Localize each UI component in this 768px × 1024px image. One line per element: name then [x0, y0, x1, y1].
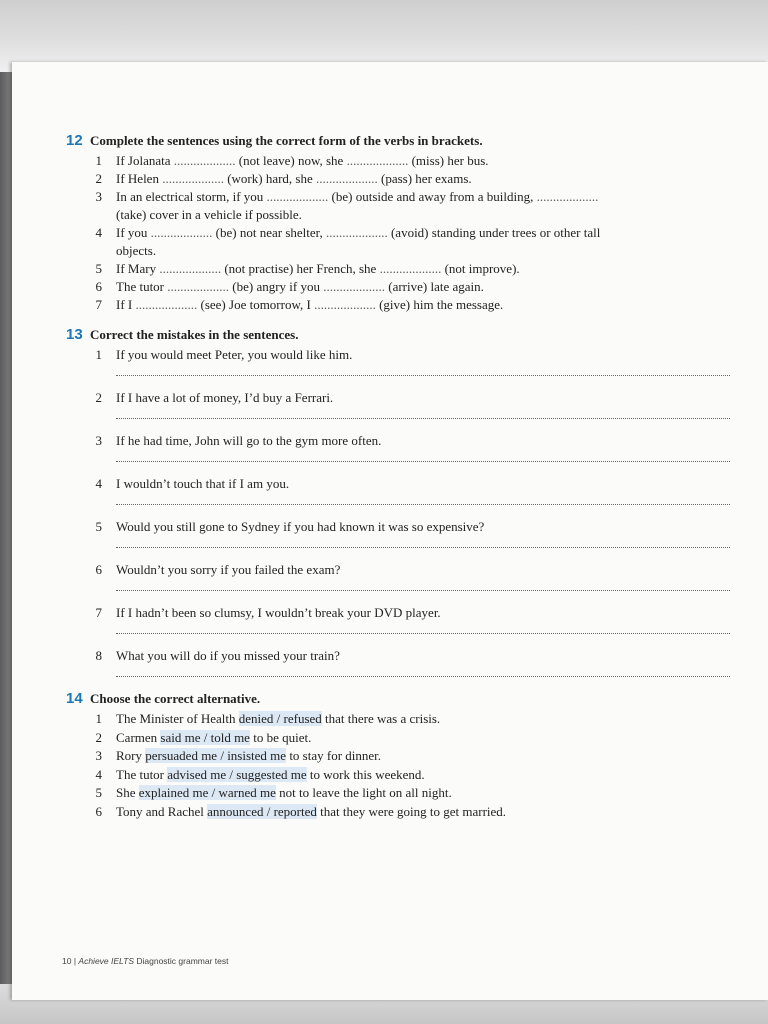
sentence-part: (not improve).: [441, 261, 520, 276]
answer-blank[interactable]: ...................: [167, 279, 230, 294]
answer-line[interactable]: [116, 416, 730, 419]
incorrect-sentence: I wouldn’t touch that if I am you.: [116, 476, 290, 491]
correction-item: [66, 346, 726, 376]
exercise-13-list: [66, 346, 726, 677]
sentence-part: not to leave the light on all night.: [275, 785, 452, 800]
sentence-part: (be) outside and away from a building,: [328, 189, 537, 204]
exercise-14-header: [66, 690, 726, 707]
sentence-part: If Jolanata: [116, 153, 174, 168]
sentence-line: [66, 152, 726, 170]
correction-item: [66, 389, 726, 419]
sentence-part: (work) hard, she: [223, 171, 317, 186]
sentence-text: [116, 278, 726, 296]
correction-item: [66, 604, 726, 634]
sentence-text: [116, 152, 726, 170]
sentence-line: [66, 296, 726, 314]
item-number: 1: [95, 347, 102, 362]
sentence-part: Carmen: [116, 729, 161, 745]
exercise-13: [66, 326, 726, 677]
item-number: 3: [95, 189, 102, 204]
sentence-text: [116, 710, 726, 729]
item-number: 5: [95, 261, 102, 276]
item-number: 2: [95, 390, 102, 405]
answer-blank[interactable]: ...................: [135, 297, 198, 312]
item-number: 6: [95, 279, 102, 294]
sentence-part: The tutor: [116, 279, 168, 294]
sentence-part: If I: [116, 297, 136, 312]
sentence-line: [66, 747, 726, 766]
correction-item: [66, 647, 726, 677]
sentence-text: [116, 224, 726, 242]
sentence-line: [66, 475, 726, 493]
answer-blank[interactable]: ...................: [314, 297, 376, 312]
book-title: Achieve IELTS: [78, 956, 134, 966]
item-number: 3: [95, 433, 102, 448]
sentence-part: (not practise) her French, she: [221, 261, 380, 276]
answer-blank[interactable]: ...................: [325, 225, 388, 240]
item-number: 7: [95, 297, 102, 312]
sentence-part: that they were going to get married.: [316, 803, 507, 819]
exercise-instruction: Choose the correct alternative.: [90, 691, 261, 706]
page-number: 10: [62, 956, 72, 966]
sentence-part: In an electrical storm, if you: [116, 189, 267, 204]
sentence-part: If Mary: [116, 261, 160, 276]
sentence-part: (pass) her exams.: [377, 171, 472, 186]
sentence-line: [66, 766, 726, 785]
item-number: 4: [95, 766, 102, 782]
answer-blank[interactable]: ...................: [536, 189, 599, 204]
worksheet-page: [12, 62, 768, 1000]
footer-separator: |: [71, 956, 79, 966]
item-number: 4: [95, 225, 102, 240]
sentence-text: [116, 803, 726, 822]
sentence-part: (miss) her bus.: [408, 153, 489, 168]
answer-blank[interactable]: ...................: [379, 261, 442, 276]
item-number: 5: [95, 519, 102, 534]
sentence-line: [66, 170, 726, 188]
sentence-text: [116, 188, 726, 206]
sentence-part: that there was a crisis.: [321, 711, 441, 726]
sentence-part: (give) him the message.: [375, 297, 504, 312]
incorrect-sentence: If you would meet Peter, you would like him.: [116, 347, 353, 362]
exercise-number: 12: [66, 132, 83, 149]
incorrect-sentence: If I have a lot of money, I’d buy a Ferrari.: [116, 390, 334, 405]
answer-line[interactable]: [116, 459, 730, 462]
item-number: 7: [95, 605, 102, 620]
item-number: 1: [95, 711, 102, 726]
item-number: 2: [95, 171, 102, 186]
answer-line[interactable]: [116, 631, 730, 634]
incorrect-sentence: If I hadn’t been so clumsy, I wouldn’t break your DVD player.: [116, 605, 441, 620]
answer-line[interactable]: [116, 545, 730, 548]
sentence-text: [116, 747, 726, 766]
sentence-line: [66, 604, 726, 622]
page-footer: [62, 956, 228, 966]
correction-item: [66, 432, 726, 462]
exercise-12-header: [66, 132, 726, 149]
answer-blank[interactable]: ...................: [162, 171, 224, 186]
sentence-text: [116, 766, 726, 785]
sentence-part: If Helen: [116, 171, 163, 186]
sentence-line: [66, 729, 726, 748]
correction-item: [66, 561, 726, 591]
answer-blank[interactable]: ...................: [346, 153, 409, 168]
sentence-text: [116, 170, 726, 188]
sentence-part: The tutor: [116, 766, 168, 782]
sentence-line: [66, 389, 726, 407]
alternative-choice[interactable]: persuaded me / insisted me: [145, 748, 287, 763]
sentence-part: If you: [116, 225, 151, 240]
exercise-instruction: Correct the mistakes in the sentences.: [90, 327, 299, 342]
footer-subtitle: Diagnostic grammar test: [134, 956, 229, 966]
exercise-instruction: Complete the sentences using the correct form of the verbs in brackets.: [90, 133, 483, 148]
incorrect-sentence: Wouldn’t you sorry if you failed the exam?: [116, 562, 341, 577]
sentence-part: (be) not near shelter,: [212, 225, 326, 240]
sentence-continuation: objects.: [116, 243, 157, 258]
answer-blank[interactable]: ...................: [266, 189, 329, 204]
exercise-14-list: [66, 710, 726, 821]
alternative-choice[interactable]: said me / told me: [160, 729, 250, 745]
sentence-text: [116, 296, 726, 314]
answer-line[interactable]: [116, 674, 730, 677]
alternative-choice[interactable]: announced / reported: [207, 803, 317, 819]
sentence-part: (not leave) now, she: [235, 153, 347, 168]
exercise-number: 14: [66, 690, 83, 707]
sentence-part: Rory: [116, 748, 146, 763]
item-number: 5: [95, 785, 102, 800]
sentence-line: [66, 784, 726, 803]
incorrect-sentence: Would you still gone to Sydney if you had known it was so expensive?: [116, 519, 485, 534]
exercise-12-list: [66, 152, 726, 314]
sentence-text: [116, 260, 726, 278]
exercise-14: [66, 690, 726, 821]
item-number: 1: [95, 153, 102, 168]
correction-item: [66, 475, 726, 505]
sentence-part: (be) angry if you: [229, 279, 324, 294]
answer-line[interactable]: [116, 588, 730, 591]
exercise-number: 13: [66, 326, 83, 343]
incorrect-sentence: What you will do if you missed your train?: [116, 648, 340, 663]
sentence-part: Tony and Rachel: [116, 803, 208, 819]
answer-line[interactable]: [116, 502, 730, 505]
sentence-line: [66, 647, 726, 665]
answer-blank[interactable]: ...................: [150, 225, 213, 240]
item-number: 6: [95, 562, 102, 577]
sentence-part: She: [116, 785, 139, 800]
sentence-line: [66, 561, 726, 579]
sentence-line: [66, 346, 726, 364]
sentence-part: (see) Joe tomorrow, I: [197, 297, 315, 312]
incorrect-sentence: If he had time, John will go to the gym more often.: [116, 433, 382, 448]
sentence-line: [66, 260, 726, 278]
correction-item: [66, 518, 726, 548]
sentence-part: (avoid) standing under trees or other tall: [387, 225, 601, 240]
item-number: 4: [95, 476, 102, 491]
sentence-line: [66, 188, 726, 206]
sentence-line: [66, 432, 726, 450]
sentence-text: [116, 729, 726, 748]
sentence-line: [66, 278, 726, 296]
sentence-part: to be quiet.: [249, 729, 312, 745]
alternative-choice[interactable]: explained me / warned me: [138, 785, 276, 800]
answer-line[interactable]: [116, 373, 730, 376]
item-number: 3: [95, 748, 102, 763]
alternative-choice[interactable]: denied / refused: [238, 711, 322, 726]
exercise-13-header: [66, 326, 726, 343]
exercise-12: [66, 132, 726, 314]
sentence-line: [66, 518, 726, 536]
sentence-line: [66, 803, 726, 822]
alternative-choice[interactable]: advised me / suggested me: [167, 766, 307, 782]
answer-blank[interactable]: ...................: [316, 171, 378, 186]
sentence-text: [116, 784, 726, 803]
sentence-part: The Minister of Health: [116, 711, 239, 726]
sentence-line: [66, 224, 726, 242]
page-content: [66, 132, 726, 833]
answer-blank[interactable]: ...................: [323, 279, 385, 294]
sentence-continuation: (take) cover in a vehicle if possible.: [116, 207, 302, 222]
item-number: 2: [95, 729, 102, 745]
sentence-part: (arrive) late again.: [384, 279, 484, 294]
answer-blank[interactable]: ...................: [159, 261, 222, 276]
sentence-line: [66, 710, 726, 729]
item-number: 8: [95, 648, 102, 663]
sentence-part: to stay for dinner.: [286, 748, 382, 763]
answer-blank[interactable]: ...................: [173, 153, 236, 168]
item-number: 6: [95, 803, 102, 819]
sentence-part: to work this weekend.: [306, 766, 425, 782]
